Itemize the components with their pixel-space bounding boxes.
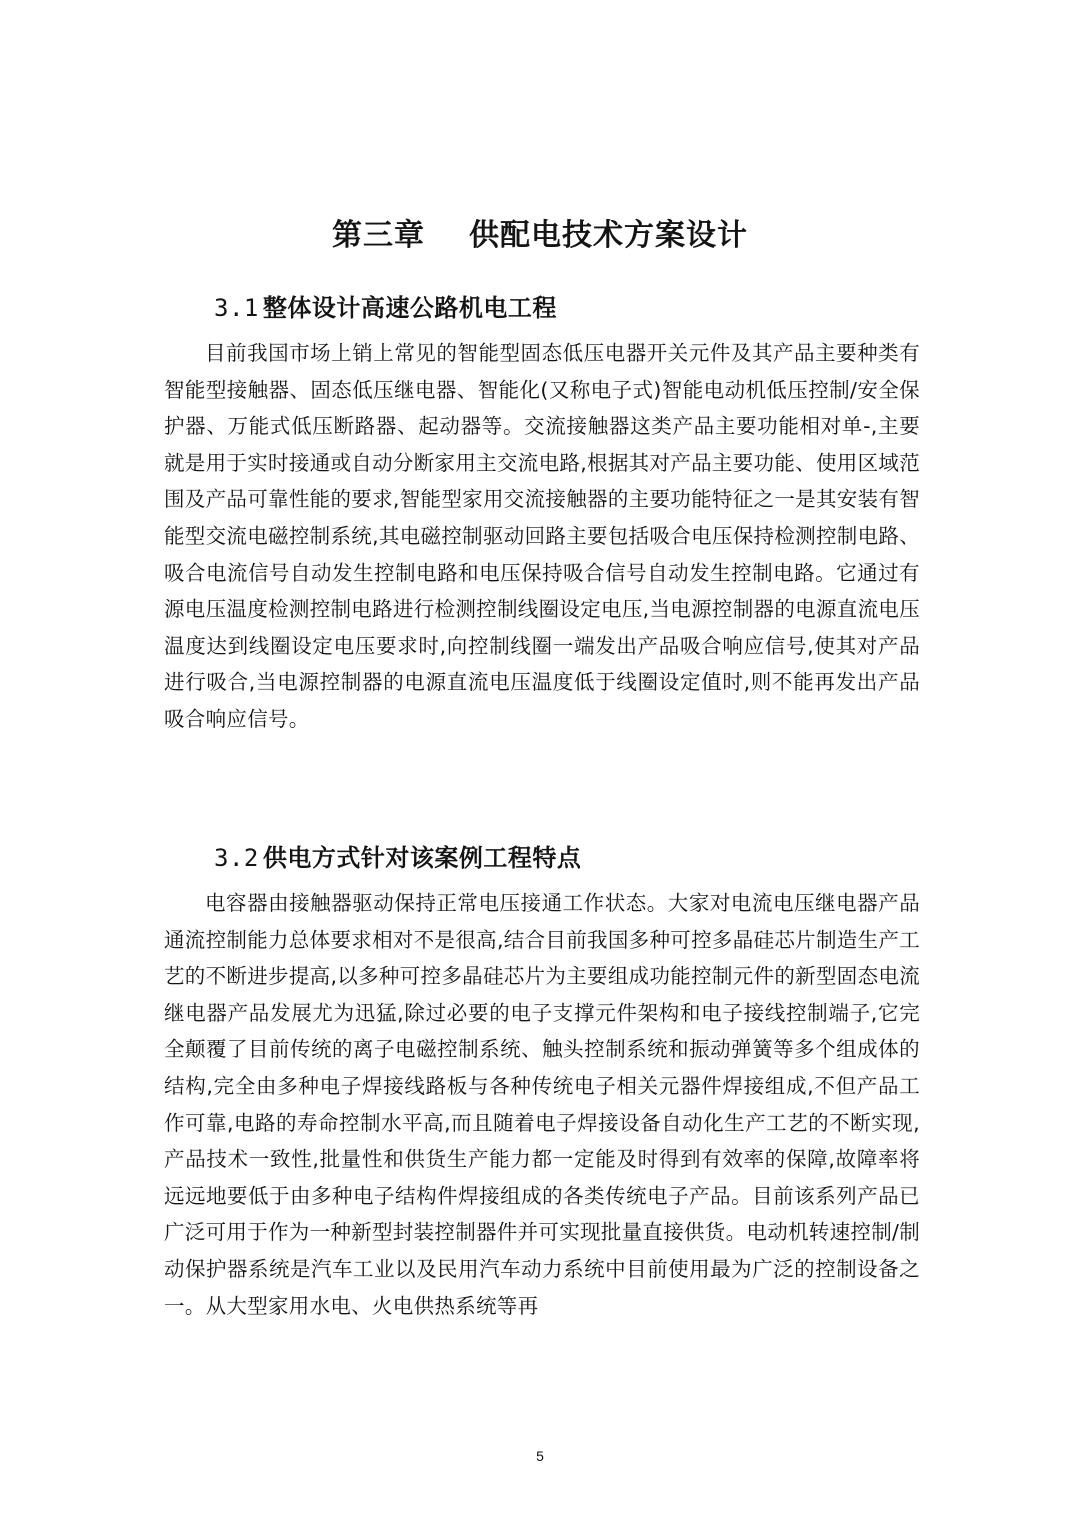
section-3-1-paragraph: 目前我国市场上销上常见的智能型固态低压电器开关元件及其产品主要种类有智能型接触器、固态低压继电器、智能化(又称电子式)智能电动机低压控制/安全保护器、万能式低压断路器、起动器等。交流接触器这类产品主要功能相对单-,主要就是用于实时接通或自动分断家用主交流电路,根据其对产品主要功能、使用区域范围及产品可靠性能的要求,智能型家用交流接触器的主要功能特征之一是其安装有智能型交流电磁控制系统,其电磁控制驱动回路主要包括吸合电压保持检测控制电路、吸合电流信号自动发生控制电路和电压保持吸合信号自动发生控制电路。它通过有源电压温度检测控制电路进行检测控制线圈设定电压,当电源控制器的电源直流电压温度达到线圈设定电压要求时,向控制线圈一端发出产品吸合响应信号,使其对产品进行吸合,当电源控制器的电源直流电压温度低于线圈设定值时,则不能再发出产品吸合响应信号。 bbox=[164, 341, 920, 731]
section-heading-3-1 bbox=[214, 292, 557, 324]
section-title: 供电方式针对该案例工程特点 bbox=[262, 843, 582, 872]
section-title: 整体设计高速公路机电工程 bbox=[262, 293, 557, 322]
section-3-2-paragraph: 电容器由接触器驱动保持正常电压接通工作状态。大家对电流电压继电器产品通流控制能力总体要求相对不是很高,结合目前我国多种可控多晶硅芯片制造生产工艺的不断进步提高,以多种可控多晶硅芯片为主要组成功能控制元件的新型固态电流继电器产品发展尤为迅猛,除过必要的电子支撑元件架构和电子接线控制端子,它完全颠覆了目前传统的离子电磁控制系统、触头控制系统和振动弹簧等多个组成体的结构,完全由多种电子焊接线路板与各种传统电子相关元器件焊接组成,不但产品工作可靠,电路的寿命控制水平高,而且随着电子焊接设备自动化生产工艺的不断实现,产品技术一致性,批量性和供货生产能力都一定能及时得到有效率的保障,故障率将远远地要低于由多种电子结构件焊接组成的各类传统电子产品。目前该系列产品已广泛可用于作为一种新型封装控制器件并可实现批量直接供货。电动机转速控制/制动保护器系统是汽车工业以及民用汽车动力系统中目前使用最为广泛的控制设备之一。从大型家用水电、火电供热系统等再 bbox=[164, 891, 921, 1318]
chapter-number: 第三章 bbox=[332, 218, 425, 254]
section-number: 3.2 bbox=[214, 843, 259, 872]
chapter-title-text: 供配电技术方案设计 bbox=[469, 218, 748, 254]
section-number: 3.1 bbox=[214, 293, 259, 322]
section-heading-3-2 bbox=[214, 842, 581, 874]
chapter-title bbox=[0, 216, 1080, 256]
page-number: 5 bbox=[536, 1448, 544, 1464]
